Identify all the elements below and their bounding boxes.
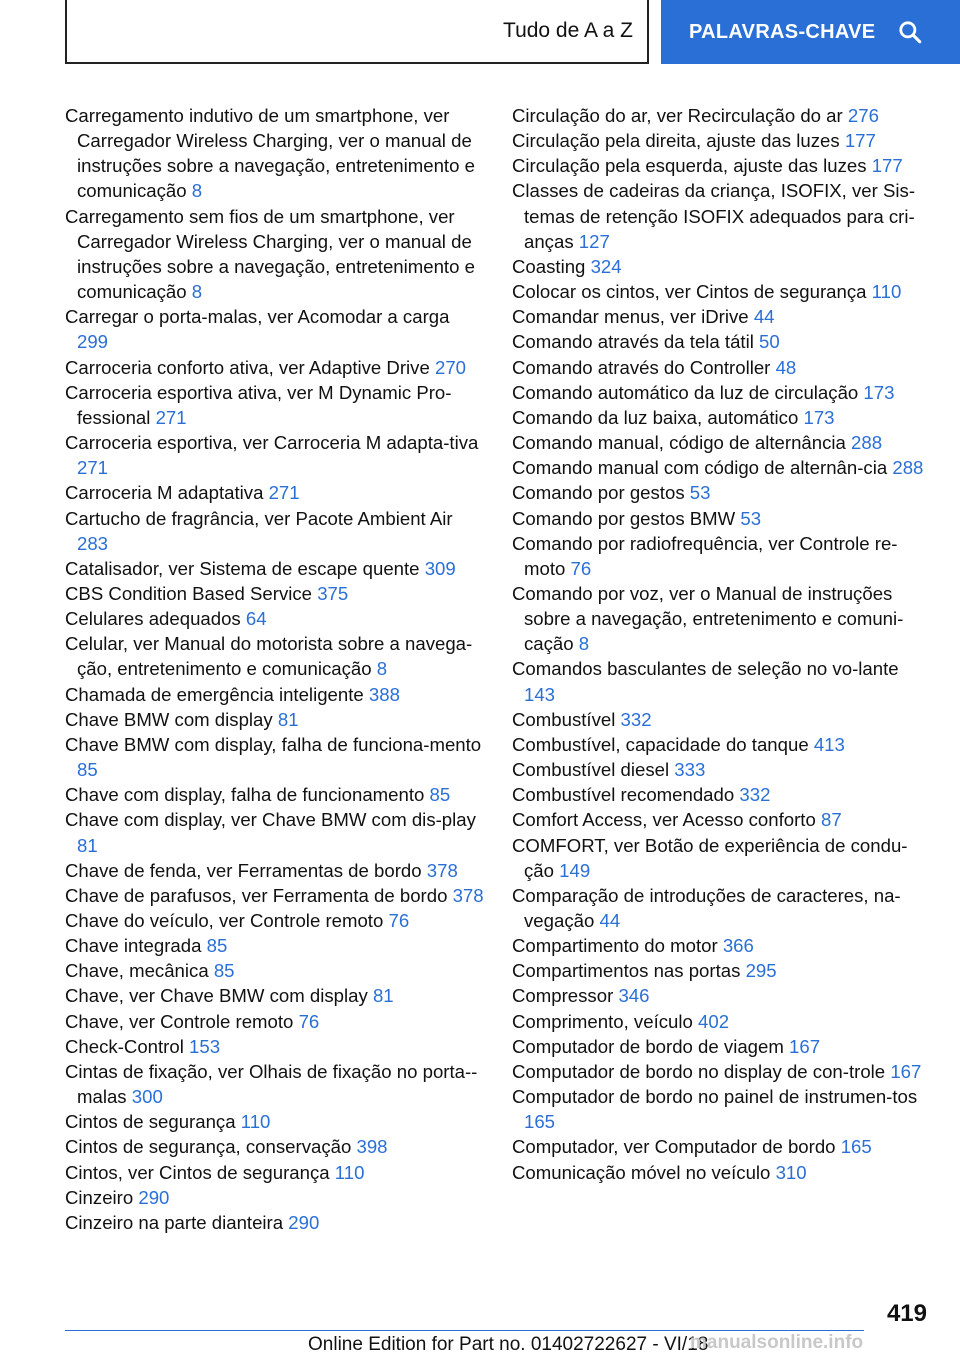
index-page-link[interactable]: 8 (376, 658, 388, 680)
index-entry (65, 506, 485, 556)
index-entry (512, 707, 932, 732)
index-page-link[interactable]: 167 (789, 1035, 821, 1057)
index-entry (512, 883, 932, 933)
index-entry (512, 732, 932, 757)
index-page-link[interactable]: 310 (775, 1161, 807, 1183)
index-entry (65, 858, 485, 883)
index-entry-text: Comando automático da luz de circulação (512, 381, 859, 403)
page-number: 419 (886, 1300, 927, 1327)
index-page-link[interactable]: 177 (844, 130, 876, 152)
index-entry-text: Celular, ver Manual do motorista sobre a navega-ção, entretenimento e comunicação (65, 633, 473, 680)
index-entry (512, 656, 932, 706)
index-entry-text: Cintas de fixação, ver Olhais de fixação no porta--malas (65, 1060, 478, 1108)
index-entry (512, 279, 932, 304)
index-entry-text: Comando por gestos (512, 482, 685, 504)
index-entry (512, 506, 932, 531)
index-entry-text: Cinzeiro (65, 1186, 134, 1208)
index-page-link[interactable]: 76 (388, 910, 410, 931)
index-entry (65, 682, 485, 707)
index-entry-text: Carregar o porta-malas, ver Acomodar a carga (65, 306, 450, 328)
index-page-link[interactable]: 378 (452, 884, 484, 906)
index-entry-text: Circulação pela esquerda, ajuste das luzes (512, 155, 867, 177)
index-entry (65, 304, 485, 354)
index-entry (65, 1034, 485, 1059)
index-entry (65, 883, 485, 908)
index-entry-text: Computador de bordo de viagem (512, 1035, 784, 1057)
index-entry (65, 958, 485, 983)
index-entry-text: Chave BMW com display (65, 708, 273, 730)
index-page-link[interactable]: 8 (191, 281, 203, 303)
index-page-link[interactable]: 295 (745, 960, 777, 982)
index-entry (512, 581, 932, 656)
index-entry (65, 430, 485, 480)
index-page-link[interactable]: 50 (759, 331, 780, 353)
index-entry-text: Combustível (512, 708, 616, 730)
index-page-link[interactable]: 149 (559, 859, 591, 881)
tab-palavras-label: PALAVRAS-CHAVE (689, 20, 876, 43)
index-entry-text: Computador de bordo no display de con-trole (512, 1060, 886, 1082)
index-entry-text: Computador de bordo no painel de instrumen-tos (512, 1086, 918, 1108)
index-entry-text: Comando através do Controller (512, 356, 771, 378)
index-entry (65, 1210, 485, 1235)
index-entry (512, 455, 932, 480)
index-entry-text: Compartimentos nas portas (512, 960, 741, 982)
index-entry (512, 958, 932, 983)
index-entry-text: Catalisador, ver Sistema de escape quente (65, 557, 420, 579)
index-entry-text: Comandar menus, ver iDrive (512, 306, 749, 328)
index-page-link[interactable]: 366 (722, 935, 754, 957)
index-page-link[interactable]: 375 (317, 582, 349, 604)
index-entry (512, 1059, 932, 1084)
index-page-link[interactable]: 270 (434, 356, 467, 378)
index-entry-text: Check-Control (65, 1035, 184, 1057)
index-entry (512, 153, 932, 178)
index-entry (512, 983, 932, 1008)
index-entry (512, 782, 932, 807)
index-entry-text: Cintos de segurança (65, 1111, 236, 1133)
index-page-link[interactable]: 177 (871, 155, 903, 177)
index-page-link[interactable]: 153 (189, 1035, 221, 1057)
index-entry (512, 430, 932, 455)
tab-palavras-chave[interactable] (661, 0, 960, 64)
index-page-link[interactable]: 309 (424, 557, 456, 579)
index-column-left (65, 103, 485, 1235)
index-page-link[interactable]: 276 (847, 105, 879, 126)
index-entry-text: Chave de fenda, ver Ferramentas de bordo (65, 859, 422, 881)
index-column-right (512, 103, 932, 1185)
index-entry-text: Comparação de introduções de caracteres, na-vegação (512, 884, 901, 931)
index-page-link[interactable]: 110 (240, 1111, 271, 1133)
index-entry-text: Classes de cadeiras da criança, ISOFIX, ver Sis-temas de retenção ISOFIX adequados para cri-anças (512, 180, 916, 252)
index-entry (512, 329, 932, 354)
index-page-link[interactable]: 271 (268, 482, 300, 504)
index-entry-text: Comando manual, código de alternância (512, 432, 846, 454)
index-page-link[interactable]: 324 (590, 255, 622, 277)
index-entry (65, 807, 485, 857)
index-entry (512, 103, 932, 128)
index-entry (512, 1160, 932, 1185)
index-entry (65, 933, 485, 958)
index-page-link[interactable]: 288 (892, 457, 924, 479)
index-page-link[interactable]: 378 (426, 859, 458, 881)
index-entry-text: Carregamento indutivo de um smartphone, ver Carregador Wireless Charging, ver o manual de instruções sobre a navegação, entretenimento e comunicação (65, 105, 475, 202)
index-entry (65, 782, 485, 807)
index-entry (512, 128, 932, 153)
index-page-link[interactable]: 81 (277, 708, 299, 730)
index-entry (512, 254, 932, 279)
index-entry-text: Circulação pela direita, ajuste das luzes (512, 130, 840, 152)
index-entry-text: Comunicação móvel no veículo (512, 1161, 771, 1183)
index-entry-text: Comfort Access, ver Acesso conforto (512, 809, 816, 831)
index-entry (512, 1034, 932, 1059)
index-entry (65, 1134, 485, 1159)
index-entry (65, 1185, 485, 1210)
index-entry (512, 833, 932, 883)
index-entry-text: Compressor (512, 985, 614, 1007)
index-entry-text: Cintos, ver Cintos de segurança (65, 1161, 330, 1183)
index-entry-text: Cartucho de fragrância, ver Pacote Ambient Air (65, 507, 453, 529)
index-page-link[interactable]: 271 (155, 406, 187, 428)
index-page-link[interactable]: 398 (356, 1136, 388, 1158)
index-entry-text: COMFORT, ver Botão de experiência de condu-ção (512, 834, 908, 881)
index-entry (65, 355, 485, 380)
index-page-link[interactable]: 76 (570, 557, 592, 579)
index-page-link[interactable]: 53 (689, 482, 711, 504)
index-entry (65, 1160, 485, 1185)
index-page-link[interactable]: 413 (813, 733, 845, 755)
index-entry-text: Chave com display, falha de funcionamento (65, 784, 425, 806)
index-page-link[interactable]: 85 (213, 960, 235, 982)
index-entry-text: Chave integrada (65, 935, 202, 957)
index-entry-text: Chave, ver Controle remoto (65, 1010, 294, 1032)
index-page-link[interactable]: 143 (524, 683, 556, 705)
index-page-link[interactable]: 48 (775, 356, 797, 378)
index-entry-text: Compartimento do motor (512, 935, 718, 957)
index-page-link[interactable]: 110 (871, 281, 902, 303)
index-entry-text: Comando por voz, ver o Manual de instruções sobre a navegação, entretenimento e comuni-cação (512, 582, 904, 655)
index-page-link[interactable]: 332 (620, 708, 652, 730)
index-entry-text: Chave com display, ver Chave BMW com dis-play (65, 809, 476, 831)
index-entry (65, 103, 485, 204)
index-page-link[interactable]: 165 (524, 1111, 556, 1133)
index-page-link[interactable]: 53 (740, 507, 762, 529)
index-entry-text: Carroceria conforto ativa, ver Adaptive Drive (65, 356, 430, 378)
index-entry-text: Carroceria M adaptativa (65, 482, 264, 504)
index-entry-text: Chave, mecânica (65, 960, 209, 982)
index-entry-text: Comando através da tela tátil (512, 331, 754, 353)
index-page-link[interactable]: 283 (77, 532, 109, 554)
index-page-link[interactable]: 300 (131, 1086, 163, 1108)
index-entry (512, 380, 932, 405)
index-page-link[interactable]: 173 (803, 406, 835, 428)
index-entry (512, 480, 932, 505)
index-entry (512, 1009, 932, 1034)
index-page-link[interactable]: 110 (334, 1161, 365, 1183)
index-entry (512, 355, 932, 380)
index-entry (512, 1134, 932, 1159)
index-entry (512, 807, 932, 832)
index-page-link[interactable]: 290 (288, 1211, 320, 1233)
index-page-link[interactable]: 44 (599, 910, 621, 931)
index-page-link[interactable]: 127 (578, 230, 610, 252)
index-entry (512, 405, 932, 430)
index-entry-text: Circulação do ar, ver Recirculação do ar (512, 105, 843, 126)
index-page-link[interactable]: 402 (698, 1010, 730, 1032)
index-page-link[interactable]: 173 (863, 381, 895, 403)
index-entry-text: Computador, ver Computador de bordo (512, 1136, 836, 1158)
index-entry-text: CBS Condition Based Service (65, 582, 313, 604)
index-entry (65, 631, 485, 681)
index-entry (65, 606, 485, 631)
index-entry-text: Comando da luz baixa, automático (512, 406, 799, 428)
index-page-link[interactable]: 388 (368, 683, 400, 705)
index-entry (65, 581, 485, 606)
index-page-link[interactable]: 64 (245, 608, 267, 630)
tab-tudo-label: Tudo de A a Z (503, 19, 633, 42)
index-entry (512, 933, 932, 958)
index-entry-text: Carroceria esportiva, ver Carroceria M adapta-tiva (65, 432, 479, 454)
index-entry-text: Comando por radiofrequência, ver Controle re-moto (512, 532, 898, 579)
index-entry-text: Chave BMW com display, falha de funciona-mento (65, 733, 482, 755)
index-page-link[interactable]: 81 (77, 834, 98, 856)
index-entry (512, 757, 932, 782)
index-page-link[interactable]: 271 (77, 457, 109, 479)
index-page-link[interactable]: 85 (429, 784, 451, 806)
index-page-link[interactable]: 288 (851, 432, 883, 454)
index-entry (65, 707, 485, 732)
index-entry-text: Chamada de emergência inteligente (65, 683, 364, 705)
index-entry-text: Chave, ver Chave BMW com display (65, 985, 368, 1007)
index-entry-text: Combustível, capacidade do tanque (512, 733, 809, 755)
index-entry-text: Chave de parafusos, ver Ferramenta de bordo (65, 884, 448, 906)
index-page-link[interactable]: 333 (674, 759, 706, 781)
index-entry-text: Chave do veículo, ver Controle remoto (65, 910, 384, 931)
index-entry-text: Combustível diesel (512, 759, 670, 781)
index-entry-text: Carroceria esportiva ativa, ver M Dynamic Pro-fessional (65, 381, 452, 428)
index-page-link[interactable]: 87 (821, 809, 842, 831)
index-page-link[interactable]: 81 (372, 985, 394, 1007)
index-entry (65, 556, 485, 581)
index-page-link[interactable]: 8 (191, 180, 203, 202)
index-entry-text: Cintos de segurança, conservação (65, 1136, 352, 1158)
index-page-link[interactable]: 8 (578, 633, 590, 655)
index-entry-text: Comandos basculantes de seleção no vo-lante (512, 658, 899, 680)
index-entry (65, 732, 485, 782)
index-entry (65, 1109, 485, 1134)
index-page-link[interactable]: 346 (618, 985, 650, 1007)
index-page-link[interactable]: 76 (298, 1010, 320, 1032)
footer-edition-text: Online Edition for Part no. 01402722627 - VI/18 (308, 1334, 709, 1355)
search-icon (897, 19, 923, 45)
index-page-link[interactable]: 167 (890, 1060, 922, 1082)
index-page-link[interactable]: 165 (840, 1136, 872, 1158)
index-page-link[interactable]: 290 (138, 1186, 170, 1208)
index-page-link[interactable]: 85 (206, 935, 228, 957)
index-entry (65, 1009, 485, 1034)
index-entry-text: Colocar os cintos, ver Cintos de segurança (512, 281, 867, 303)
footer-divider (65, 1330, 864, 1331)
index-entry-text: Carregamento sem fios de um smartphone, ver Carregador Wireless Charging, ver o manual de instruções sobre a navegação, entretenimento e comunicação (65, 205, 475, 303)
index-entry (65, 908, 485, 933)
index-page-link[interactable]: 332 (739, 784, 771, 806)
index-entry-text: Combustível recomendado (512, 784, 735, 806)
index-page-link[interactable]: 299 (77, 331, 109, 353)
index-entry (65, 1059, 485, 1109)
index-entry-text: Comando por gestos BMW (512, 507, 736, 529)
index-page-link[interactable]: 85 (77, 759, 98, 781)
index-entry-text: Cinzeiro na parte dianteira (65, 1211, 284, 1233)
tab-tudo-de-a-a-z[interactable] (65, 0, 649, 64)
footer-watermark: manualsonline.info (690, 1332, 864, 1353)
index-page-link[interactable]: 44 (753, 306, 775, 328)
index-entry (65, 204, 485, 305)
index-entry (512, 1084, 932, 1134)
index-entry-text: Coasting (512, 255, 586, 277)
index-entry (65, 480, 485, 505)
index-entry-text: Celulares adequados (65, 608, 241, 630)
index-entry (65, 380, 485, 430)
index-entry (65, 983, 485, 1008)
index-entry (512, 304, 932, 329)
index-entry (512, 178, 932, 253)
index-entry-text: Comprimento, veículo (512, 1010, 693, 1032)
index-entry (512, 531, 932, 581)
index-entry-text: Comando manual com código de alternân-cia (512, 457, 888, 479)
